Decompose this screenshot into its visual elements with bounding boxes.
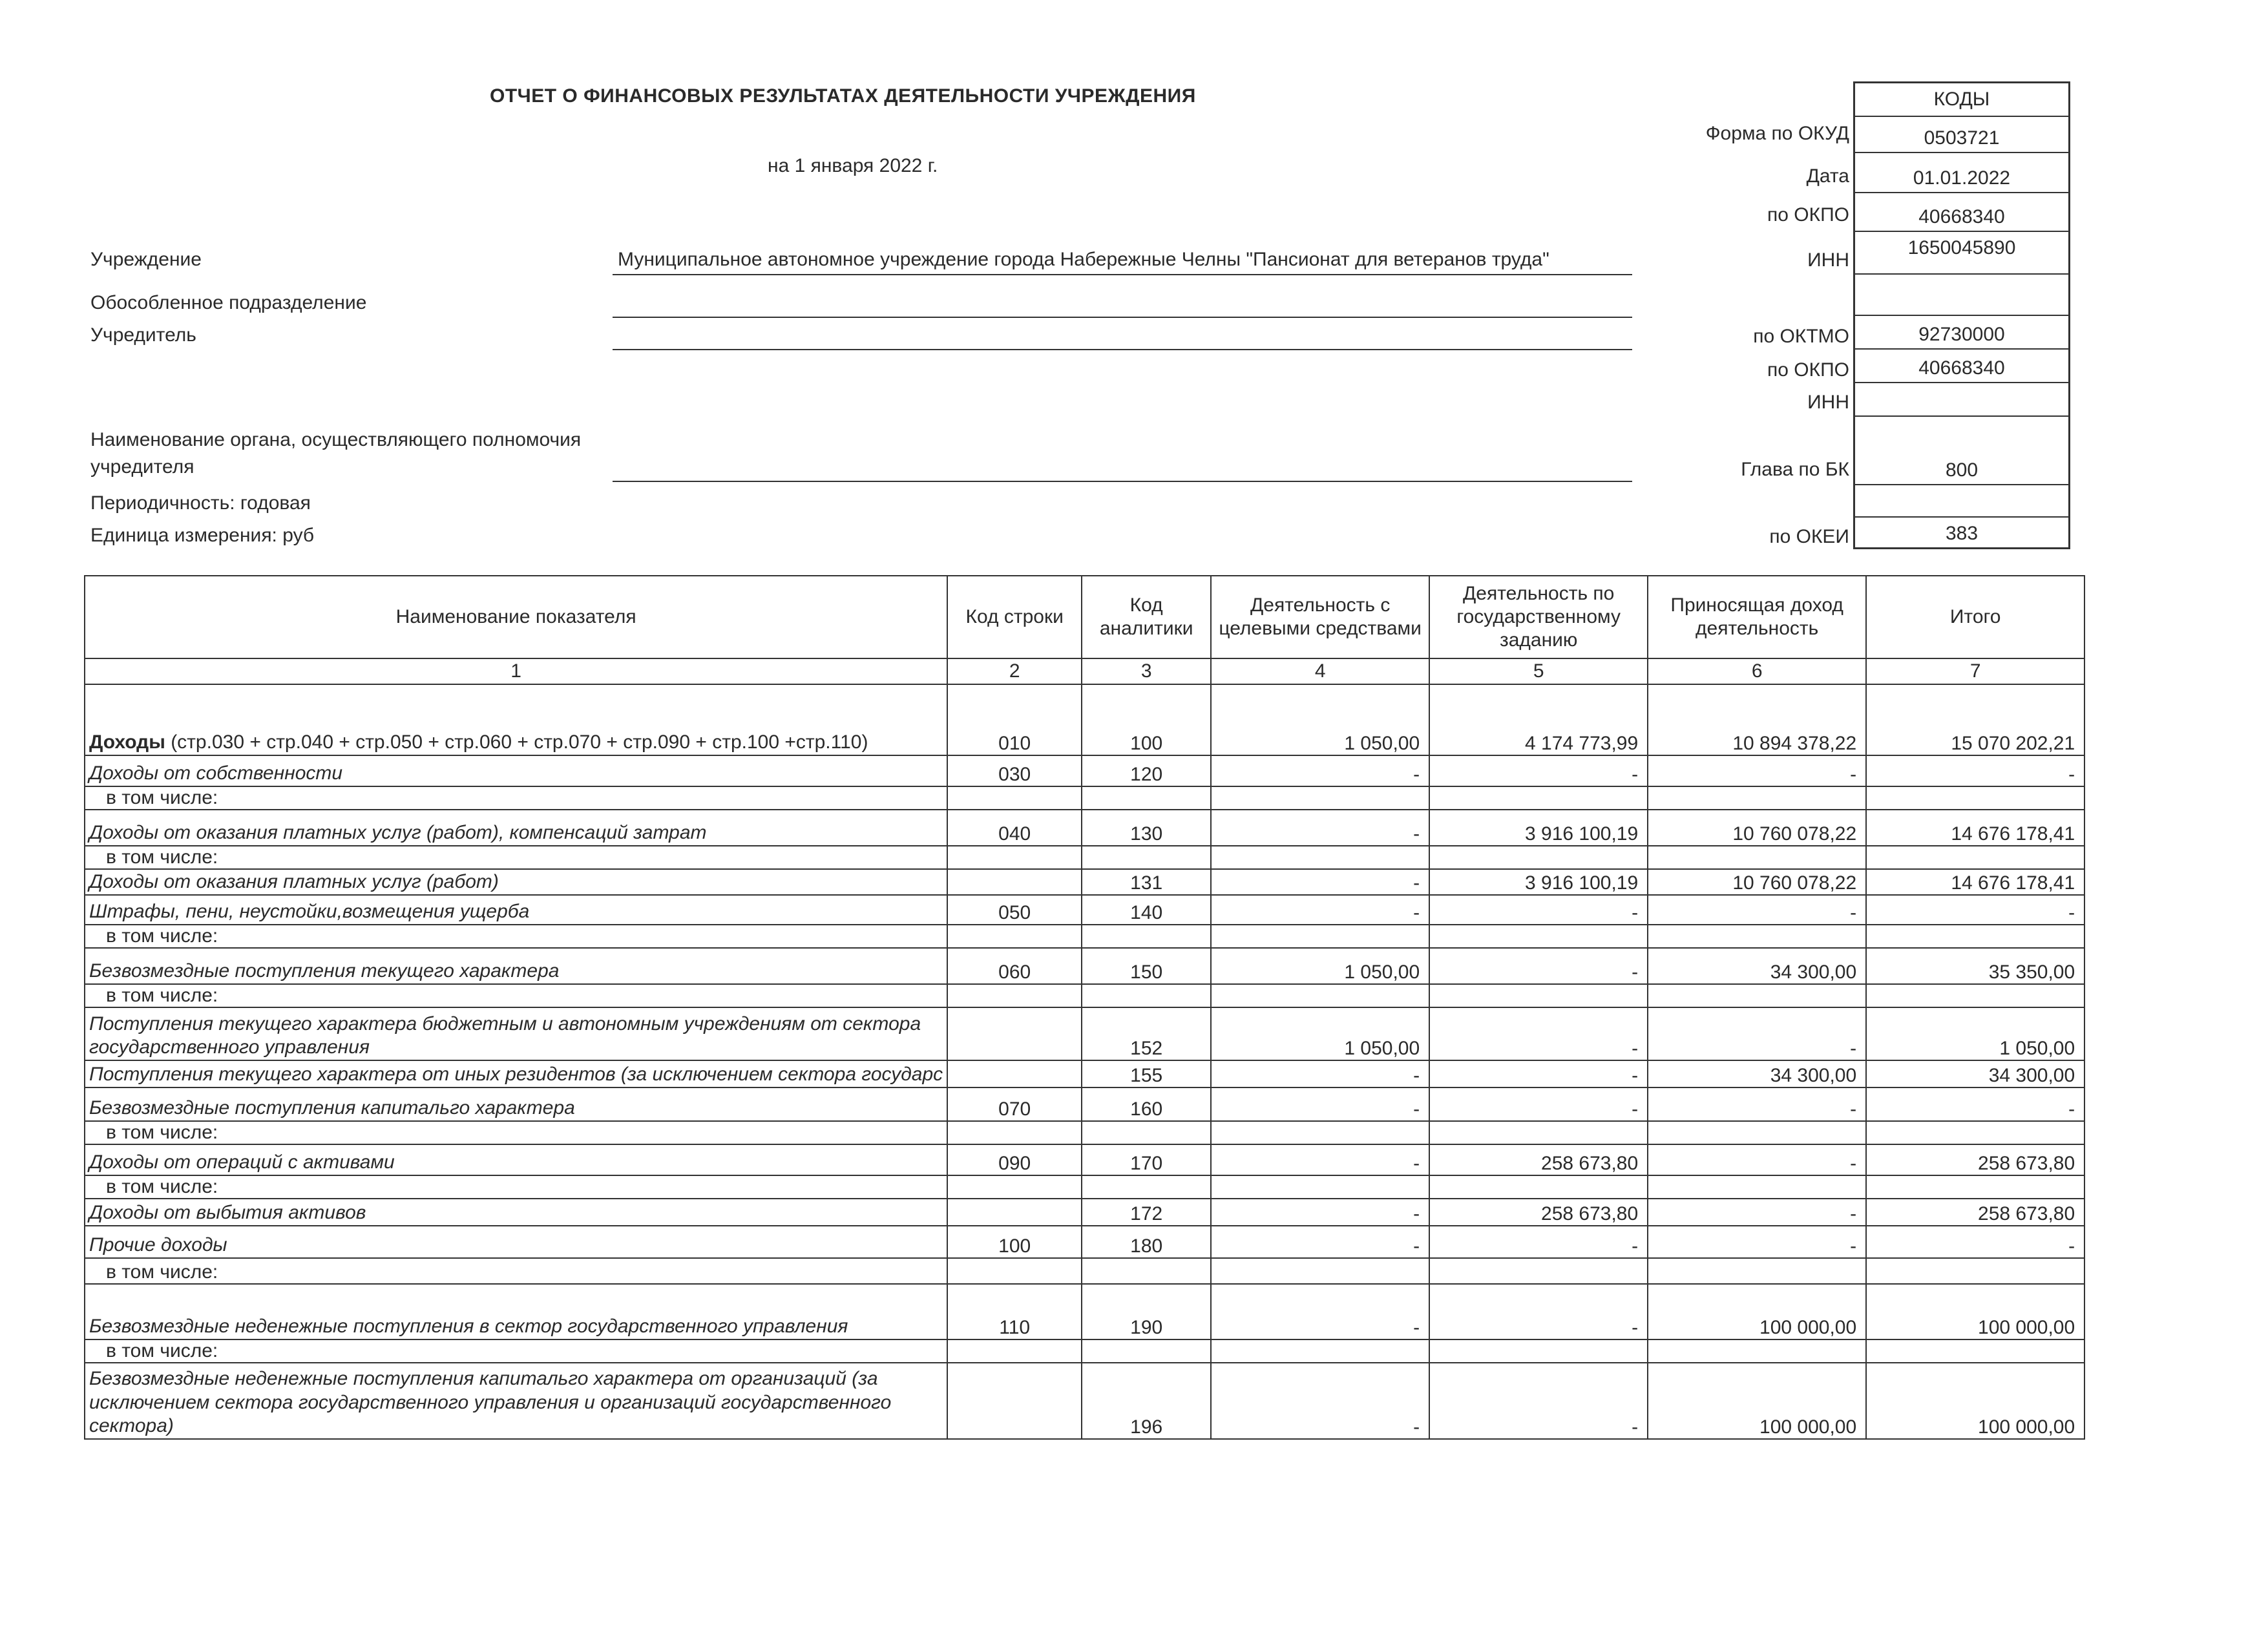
label-okud: Форма по ОКУД <box>1705 123 1849 144</box>
col-head-line-code: Код строки <box>947 576 1082 658</box>
code-blank-2 <box>1855 484 2068 516</box>
institution-label: Учреждение <box>90 249 202 270</box>
row-income: - <box>1648 895 1866 925</box>
row-subheading: в том числе: <box>85 1258 947 1284</box>
row-total: - <box>1866 1226 2084 1258</box>
table-row <box>85 895 2084 925</box>
label-okei: по ОКЕИ <box>1769 526 1849 547</box>
label-bk-chapter: Глава по БК <box>1741 459 1849 480</box>
row-state-task: - <box>1429 948 1648 984</box>
row-name: Безвозмездные поступления текущего характера <box>85 948 947 984</box>
col-number: 3 <box>1082 658 1211 684</box>
row-line-code: 010 <box>947 684 1082 755</box>
label-okpo-founder: по ОКПО <box>1767 359 1849 381</box>
table-row <box>85 869 2084 895</box>
row-name-rest: (стр.030 + стр.040 + стр.050 + стр.060 + стр.070 + стр.090 + стр.100 +стр.110) <box>165 731 868 753</box>
row-income: - <box>1648 1087 1866 1121</box>
row-state-task: 4 174 773,99 <box>1429 684 1648 755</box>
code-okud: 0503721 <box>1855 116 2068 152</box>
report-title: ОТЧЕТ О ФИНАНСОВЫХ РЕЗУЛЬТАТАХ ДЕЯТЕЛЬНОСТИ УЧРЕЖДЕНИЯ <box>490 85 1196 107</box>
table-row <box>85 684 2084 755</box>
col-number: 2 <box>947 658 1082 684</box>
row-targeted: - <box>1211 1144 1429 1175</box>
table-row <box>85 984 2084 1007</box>
unit-of-measure: Единица измерения: руб <box>90 525 315 546</box>
col-head-analytics-code: Код аналитики <box>1082 576 1211 658</box>
col-number: 1 <box>85 658 947 684</box>
row-income: 10 894 378,22 <box>1648 684 1866 755</box>
table-row <box>85 1175 2084 1199</box>
row-income: 34 300,00 <box>1648 948 1866 984</box>
row-analytics-code: 155 <box>1082 1060 1211 1087</box>
table-row <box>85 948 2084 984</box>
label-inn: ИНН <box>1807 249 1849 271</box>
label-date: Дата <box>1806 165 1849 187</box>
row-line-code: 070 <box>947 1087 1082 1121</box>
institution-underline <box>613 274 1632 275</box>
col-head-targeted: Деятельность с целевыми средствами <box>1211 576 1429 658</box>
row-state-task: - <box>1429 1060 1648 1087</box>
row-name: Безвозмездные неденежные поступления в сектор государственного управления <box>85 1284 947 1339</box>
row-line-code <box>947 1007 1082 1060</box>
row-income: 100 000,00 <box>1648 1284 1866 1339</box>
code-date: 01.01.2022 <box>1855 152 2068 192</box>
row-state-task: 3 916 100,19 <box>1429 869 1648 895</box>
row-income: - <box>1648 1007 1866 1060</box>
row-line-code <box>947 869 1082 895</box>
authority-underline <box>613 481 1632 482</box>
code-inn: 1650045890 <box>1855 231 2068 273</box>
label-okpo: по ОКПО <box>1767 204 1849 226</box>
row-subheading: в том числе: <box>85 1121 947 1144</box>
row-subheading: в том числе: <box>85 984 947 1007</box>
row-targeted: - <box>1211 1199 1429 1226</box>
row-state-task: - <box>1429 1284 1648 1339</box>
row-subheading: в том числе: <box>85 925 947 948</box>
row-total: 1 050,00 <box>1866 1007 2084 1060</box>
table-row <box>85 1363 2084 1439</box>
table-row <box>85 1199 2084 1226</box>
col-head-total: Итого <box>1866 576 2084 658</box>
row-name: Доходы от собственности <box>85 755 947 786</box>
table-row <box>85 846 2084 869</box>
row-income: - <box>1648 1226 1866 1258</box>
row-analytics-code: 150 <box>1082 948 1211 984</box>
row-name: Доходы от оказания платных услуг (работ) <box>85 869 947 895</box>
codes-panel <box>1853 81 2070 549</box>
row-state-task: - <box>1429 895 1648 925</box>
row-name: Доходы от операций с активами <box>85 1144 947 1175</box>
periodicity: Периодичность: годовая <box>90 492 311 514</box>
row-analytics-code: 190 <box>1082 1284 1211 1339</box>
row-total: 258 673,80 <box>1866 1199 2084 1226</box>
code-oktmo: 92730000 <box>1855 315 2068 348</box>
row-subheading: в том числе: <box>85 1175 947 1199</box>
col-number: 4 <box>1211 658 1429 684</box>
row-line-code: 100 <box>947 1226 1082 1258</box>
row-income: 10 760 078,22 <box>1648 810 1866 846</box>
col-head-income: Приносящая доход деятельность <box>1648 576 1866 658</box>
institution-value: Муниципальное автономное учреждение города Набережные Челны "Пансионат для ветеранов труда" <box>618 249 1549 270</box>
row-income: 34 300,00 <box>1648 1060 1866 1087</box>
row-total: 100 000,00 <box>1866 1284 2084 1339</box>
table-row <box>85 1121 2084 1144</box>
row-total: - <box>1866 895 2084 925</box>
report-date: на 1 января 2022 г. <box>768 155 938 176</box>
table-row <box>85 1060 2084 1087</box>
row-state-task: 258 673,80 <box>1429 1199 1648 1226</box>
row-total: 34 300,00 <box>1866 1060 2084 1087</box>
row-targeted: 1 050,00 <box>1211 948 1429 984</box>
table-row <box>85 1226 2084 1258</box>
table-row <box>85 810 2084 846</box>
row-line-code <box>947 1363 1082 1439</box>
row-targeted: - <box>1211 755 1429 786</box>
row-subheading: в том числе: <box>85 846 947 869</box>
row-analytics-code: 172 <box>1082 1199 1211 1226</box>
authority-label-line2: учредителя <box>90 456 194 478</box>
row-income: 10 760 078,22 <box>1648 869 1866 895</box>
row-analytics-code: 170 <box>1082 1144 1211 1175</box>
code-okpo-founder: 40668340 <box>1855 348 2068 382</box>
row-name: Штрафы, пени, неустойки,возмещения ущерба <box>85 895 947 925</box>
row-name: Прочие доходы <box>85 1226 947 1258</box>
row-name-bold: Доходы <box>89 731 165 753</box>
financial-results-table <box>84 575 2085 1440</box>
row-name <box>85 684 947 755</box>
col-head-name: Наименование показателя <box>85 576 947 658</box>
row-targeted: - <box>1211 1363 1429 1439</box>
row-analytics-code: 180 <box>1082 1226 1211 1258</box>
row-name: Поступления текущего характера от иных резидентов (за исключением сектора государс <box>85 1060 947 1087</box>
row-total: 258 673,80 <box>1866 1144 2084 1175</box>
row-line-code: 090 <box>947 1144 1082 1175</box>
row-state-task: 3 916 100,19 <box>1429 810 1648 846</box>
row-total: 35 350,00 <box>1866 948 2084 984</box>
col-number: 7 <box>1866 658 2084 684</box>
founder-label: Учредитель <box>90 324 196 346</box>
row-analytics-code: 120 <box>1082 755 1211 786</box>
table-row <box>85 755 2084 786</box>
row-name: Безвозмездные неденежные поступления капитальго характера от организаций (за исключением сектора государственного управления и организаций государственного сектора) <box>85 1363 947 1439</box>
row-subheading: в том числе: <box>85 786 947 810</box>
row-state-task: - <box>1429 1363 1648 1439</box>
row-line-code: 030 <box>947 755 1082 786</box>
row-analytics-code: 100 <box>1082 684 1211 755</box>
col-number: 6 <box>1648 658 1866 684</box>
code-blank-1 <box>1855 273 2068 315</box>
row-name: Доходы от оказания платных услуг (работ), компенсаций затрат <box>85 810 947 846</box>
table-row <box>85 925 2084 948</box>
label-inn-founder: ИНН <box>1807 392 1849 413</box>
col-number: 5 <box>1429 658 1648 684</box>
row-state-task: - <box>1429 1087 1648 1121</box>
table-row <box>85 1339 2084 1363</box>
code-okei: 383 <box>1855 516 2068 547</box>
row-line-code: 060 <box>947 948 1082 984</box>
row-name: Безвозмездные поступления капитальго характера <box>85 1087 947 1121</box>
row-state-task: - <box>1429 1007 1648 1060</box>
table-row <box>85 1007 2084 1060</box>
row-total: 14 676 178,41 <box>1866 810 2084 846</box>
subdivision-label: Обособленное подразделение <box>90 292 367 313</box>
code-inn-founder <box>1855 382 2068 415</box>
table-row <box>85 1144 2084 1175</box>
label-oktmo: по ОКТМО <box>1753 326 1849 347</box>
row-targeted: - <box>1211 1226 1429 1258</box>
row-line-code <box>947 1060 1082 1087</box>
row-analytics-code: 140 <box>1082 895 1211 925</box>
code-okpo: 40668340 <box>1855 192 2068 231</box>
row-targeted: - <box>1211 869 1429 895</box>
row-state-task: - <box>1429 755 1648 786</box>
row-income: - <box>1648 755 1866 786</box>
founder-underline <box>613 349 1632 350</box>
subdivision-underline <box>613 317 1632 318</box>
row-income: - <box>1648 1199 1866 1226</box>
table-row <box>85 1087 2084 1121</box>
row-targeted: - <box>1211 810 1429 846</box>
codes-header: КОДЫ <box>1933 89 1990 110</box>
row-targeted: - <box>1211 1284 1429 1339</box>
row-total: 100 000,00 <box>1866 1363 2084 1439</box>
row-targeted: - <box>1211 1060 1429 1087</box>
row-line-code <box>947 1199 1082 1226</box>
row-line-code: 110 <box>947 1284 1082 1339</box>
row-state-task: 258 673,80 <box>1429 1144 1648 1175</box>
row-line-code: 050 <box>947 895 1082 925</box>
table-row <box>85 1284 2084 1339</box>
row-total: - <box>1866 755 2084 786</box>
row-total: - <box>1866 1087 2084 1121</box>
row-total: 14 676 178,41 <box>1866 869 2084 895</box>
row-analytics-code: 152 <box>1082 1007 1211 1060</box>
col-head-state-task: Деятельность по государственному заданию <box>1429 576 1648 658</box>
row-analytics-code: 160 <box>1082 1087 1211 1121</box>
row-state-task: - <box>1429 1226 1648 1258</box>
row-name: Доходы от выбытия активов <box>85 1199 947 1226</box>
table-row <box>85 1258 2084 1284</box>
row-analytics-code: 196 <box>1082 1363 1211 1439</box>
row-total: 15 070 202,21 <box>1866 684 2084 755</box>
row-analytics-code: 130 <box>1082 810 1211 846</box>
row-analytics-code: 131 <box>1082 869 1211 895</box>
row-targeted: 1 050,00 <box>1211 684 1429 755</box>
authority-label-line1: Наименование органа, осуществляющего полномочия <box>90 429 582 450</box>
row-name: Поступления текущего характера бюджетным и автономным учреждениям от сектора государственного управления <box>85 1007 947 1060</box>
row-targeted: - <box>1211 895 1429 925</box>
code-bk-chapter: 800 <box>1855 415 2068 484</box>
table-row <box>85 786 2084 810</box>
row-targeted: - <box>1211 1087 1429 1121</box>
row-targeted: 1 050,00 <box>1211 1007 1429 1060</box>
row-line-code: 040 <box>947 810 1082 846</box>
row-income: - <box>1648 1144 1866 1175</box>
row-income: 100 000,00 <box>1648 1363 1866 1439</box>
row-subheading: в том числе: <box>85 1339 947 1363</box>
